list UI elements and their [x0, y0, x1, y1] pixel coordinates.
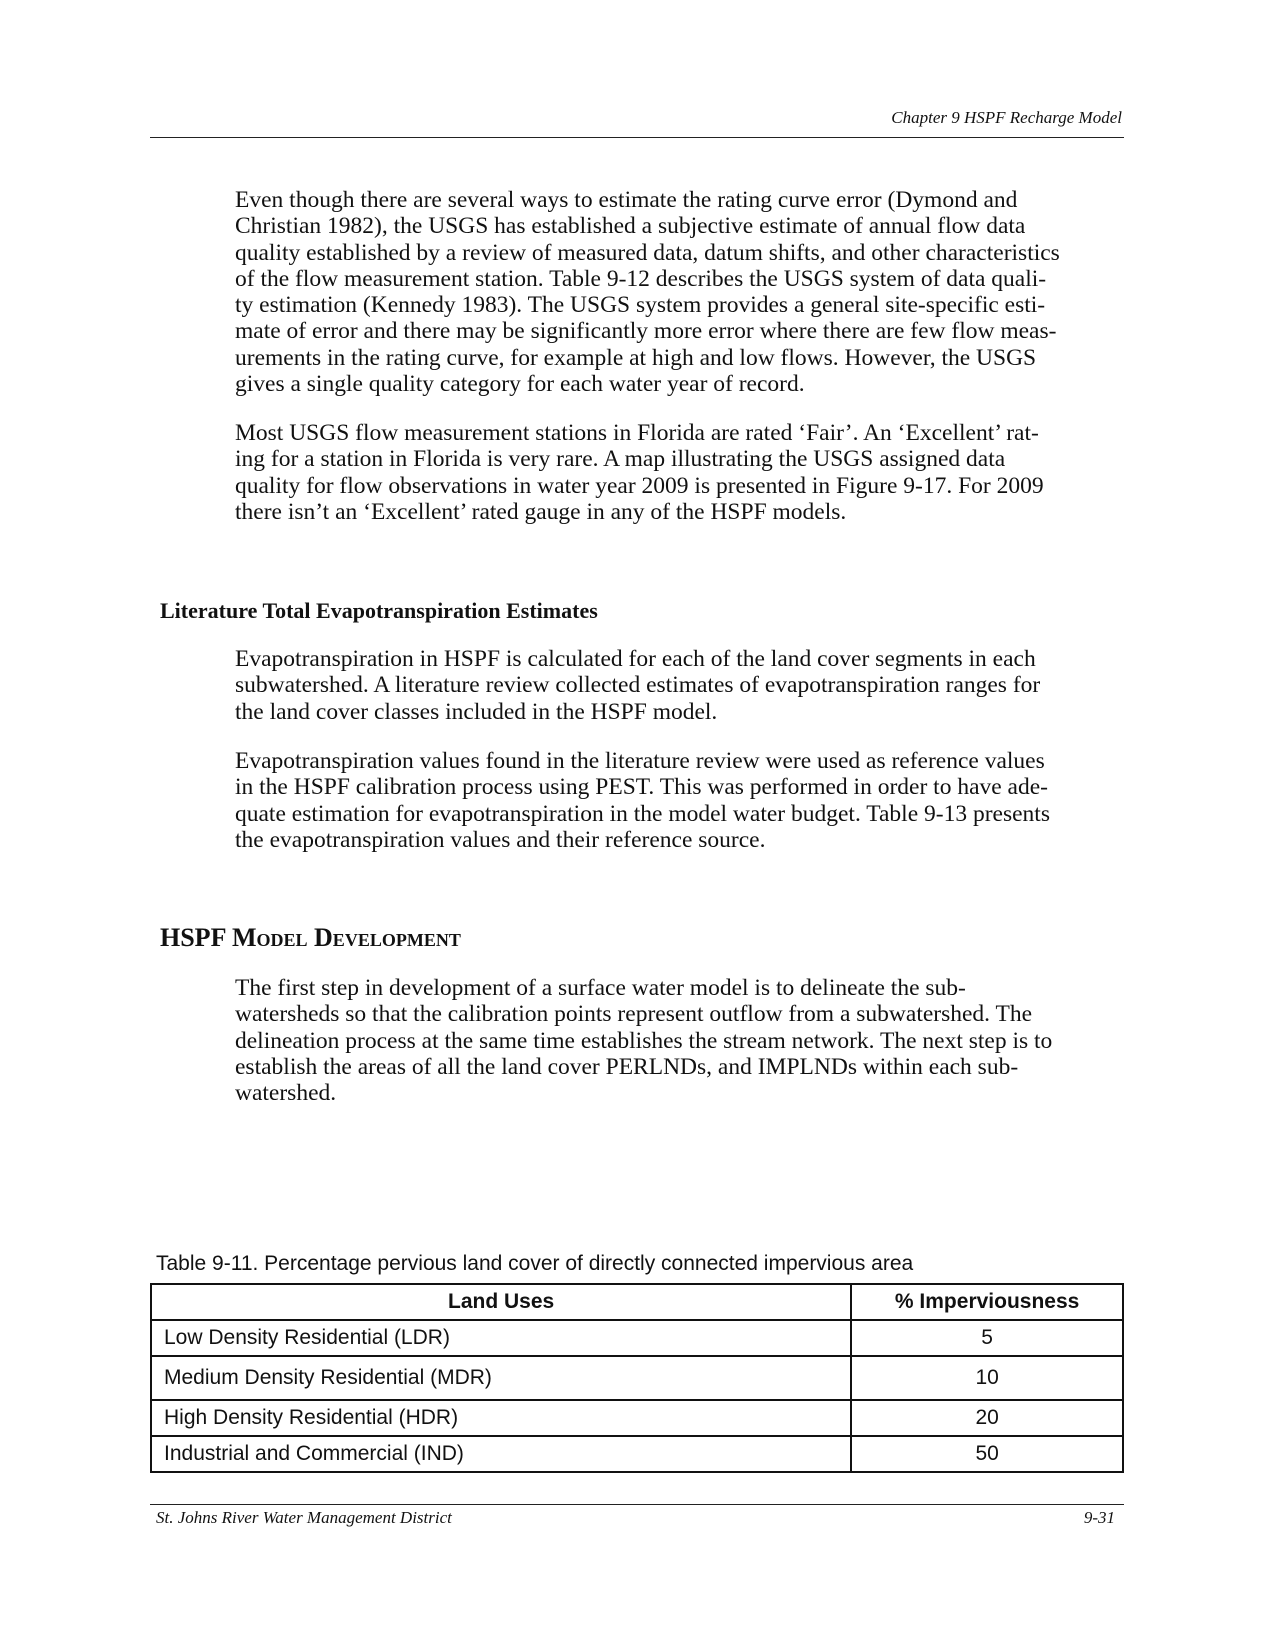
imperviousness-cell: 20	[851, 1400, 1123, 1436]
paragraph-evapotranspiration	[235, 646, 1115, 725]
section-heading-development: HSPF Model Development	[160, 923, 461, 952]
text-line: establish the areas of all the land cover PERLNDs, and IMPLNDs within each sub-	[235, 1053, 1019, 1080]
text-line: quate estimation for evapotranspiration in the model water budget. Table 9-13 presents	[235, 800, 1050, 827]
imperviousness-cell: 10	[851, 1356, 1123, 1400]
table-row	[151, 1356, 1123, 1400]
text-line: The first step in development of a surface water model is to delineate the sub-	[235, 975, 966, 1001]
text-line: quality for flow observations in water year 2009 is presented in Figure 9-17. For 2009	[235, 472, 1044, 499]
column-header-imperviousness: % Imperviousness	[851, 1284, 1123, 1320]
paragraph-florida-stations	[235, 420, 1115, 525]
text-line: Evapotranspiration values found in the literature review were used as reference values	[235, 748, 1045, 774]
text-line: of the flow measurement station. Table 9-12 describes the USGS system of data quali-	[235, 265, 1047, 292]
running-header: Chapter 9 HSPF Recharge Model	[891, 108, 1122, 127]
text-line: ing for a station in Florida is very rare. A map illustrating the USGS assigned data	[235, 446, 1006, 473]
footer-rule	[150, 1504, 1124, 1505]
paragraph-et-values	[235, 748, 1115, 853]
paragraph-rating-curve	[235, 187, 1115, 397]
text-line: Evapotranspiration in HSPF is calculated for each of the land cover segments in each	[235, 646, 1036, 672]
text-line: the evapotranspiration values and their reference source.	[235, 826, 766, 853]
text-line: ty estimation (Kennedy 1983). The USGS system provides a general site-specific esti-	[235, 292, 1046, 319]
column-header-land-uses: Land Uses	[151, 1284, 851, 1320]
footer-organization: St. Johns River Water Management District	[156, 1508, 452, 1527]
table-header-row	[151, 1284, 1123, 1320]
table-row	[151, 1436, 1123, 1472]
text-line: Christian 1982), the USGS has established a subjective estimate of annual flow data	[235, 213, 1026, 240]
imperviousness-cell: 5	[851, 1320, 1123, 1356]
land-use-cell: Low Density Residential (LDR)	[151, 1320, 851, 1356]
text-line: mate of error and there may be significantly more error where there are few flow meas-	[235, 318, 1057, 345]
text-line: the land cover classes included in the HSPF model.	[235, 698, 718, 725]
text-line: gives a single quality category for each water year of record.	[235, 371, 805, 398]
land-use-cell: Medium Density Residential (MDR)	[151, 1356, 851, 1400]
table-caption: Table 9-11. Percentage pervious land cover of directly connected impervious area	[156, 1252, 914, 1275]
page-number: 9-31	[1083, 1508, 1115, 1527]
land-use-cell: Industrial and Commercial (IND)	[151, 1436, 851, 1472]
text-line: urements in the rating curve, for example at high and low flows. However, the USGS	[235, 344, 1037, 371]
text-line: Most USGS flow measurement stations in Florida are rated ‘Fair’. An ‘Excellent’ rat-	[235, 420, 1039, 446]
land-use-table	[150, 1283, 1124, 1473]
text-line: watershed.	[235, 1080, 337, 1107]
imperviousness-cell: 50	[851, 1436, 1123, 1472]
text-line: quality established by a review of measured data, datum shifts, and other characteristics	[235, 239, 1060, 266]
paragraph-model-development	[235, 975, 1115, 1106]
text-line: watersheds so that the calibration points represent outflow from a subwatershed. The	[235, 1001, 1033, 1028]
table-row	[151, 1320, 1123, 1356]
text-line: delineation process at the same time establishes the stream network. The next step is to	[235, 1027, 1053, 1054]
section-heading-literature: Literature Total Evapotranspiration Estimates	[160, 598, 598, 623]
header-rule	[150, 137, 1124, 138]
text-line: subwatershed. A literature review collected estimates of evapotranspiration ranges for	[235, 672, 1041, 699]
text-line: Even though there are several ways to estimate the rating curve error (Dymond and	[235, 187, 1018, 213]
table-row	[151, 1400, 1123, 1436]
land-use-cell: High Density Residential (HDR)	[151, 1400, 851, 1436]
text-line: in the HSPF calibration process using PEST. This was performed in order to have ade-	[235, 774, 1048, 801]
text-line: there isn’t an ‘Excellent’ rated gauge in any of the HSPF models.	[235, 498, 847, 525]
